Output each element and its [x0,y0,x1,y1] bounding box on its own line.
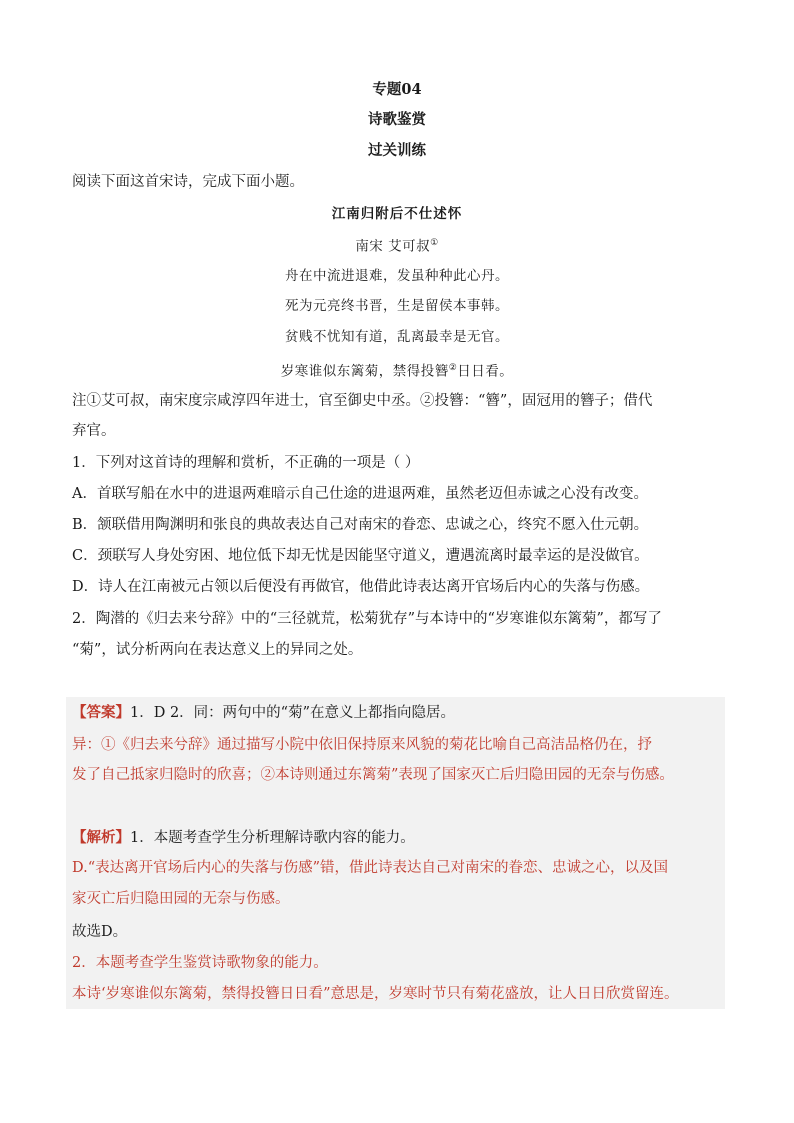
answer-label: 【答案】 [72,704,130,721]
poem-line-3: 贫贱不忧知有道，乱离最幸是无官。 [285,329,509,345]
author-note-mark: ① [430,238,439,248]
option-c: C．颈联写人身处穷困、地位低下却无忧是因能坚守道义，遭遇流离时最幸运的是没做官。 [72,548,649,564]
question-1: 1．下列对这首诗的理解和赏析，不正确的一项是（ ） [72,455,420,471]
option-d: D．诗人在江南被元占领以后便没有再做官，他借此诗表达离开官场后内心的失落与伤感。 [72,579,650,595]
analysis-line-6: 本诗‘岁寒谁似东篱菊，禁得投簪日日看”意思是，岁寒时节只有菊花盛放，让人日日欣赏留连。 [72,986,679,1002]
answer-line-1-text: 1．D 2．同：两句中的“菊”在意义上都指向隐居。 [130,705,456,721]
option-a: A．首联写船在水中的进退两难暗示自己仕途的进退两难，虽然老迈但赤诚之心没有改变。 [72,486,648,502]
answer-line-1 [72,703,722,723]
answer-line-3: 发了自己抵家归隐时的欣喜；②本诗则通过东篱菊”表现了国家灭亡后归隐田园的无奈与伤感。 [72,767,674,783]
poem-author [72,233,722,257]
poem-line-4-before: 岁寒谁似东篱菊，禁得投簪 [280,363,449,380]
topic-heading: 专题04 [372,81,422,98]
poem-line-4-mark: ② [448,363,458,373]
analysis-line-4: 故选D。 [72,924,128,940]
instruction-text: 阅读下面这首宋诗，完成下面小题。 [72,174,304,190]
notes-line-2: 弃官。 [72,423,116,439]
analysis-line-1-text: 1．本题考查学生分析理解诗歌内容的能力。 [130,830,415,846]
analysis-line-1 [72,828,722,848]
poem-line-2: 死为元亮终书晋，生是留侯本事韩。 [285,298,509,314]
answer-line-2: 异：①《归去来兮辞》通过描写小院中依旧保持原来风貌的菊花比喻自己高洁品格仍在，抒 [72,737,652,753]
poem-line-1: 舟在中流进退难，发虽种种此心丹。 [285,268,509,284]
analysis-line-3: 家灭亡后归隐田园的无奈与伤感。 [72,891,290,907]
notes-line-1: 注①艾可叔，南宋度宗咸淳四年进士，官至御史中丞。②投簪：“簪”，固冠用的簪子；借代 [72,393,653,409]
analysis-label: 【解析】 [72,829,130,846]
analysis-line-2: D.“表达离开官场后内心的失落与伤感”错，借此诗表达自己对南宋的眷恋、忠诚之心，以及国 [72,860,669,876]
poem-title: 江南归附后不仕述怀 [331,206,463,222]
analysis-line-5: 2．本题考查学生鉴赏诗歌物象的能力。 [72,955,328,971]
subject-heading: 诗歌鉴赏 [368,111,426,128]
poem-line-4-after: 日日看。 [457,363,514,380]
poem-line-4 [72,358,722,382]
question-2-line-2: “菊”，试分析两向在表达意义上的异同之处。 [72,642,363,658]
option-b: B．颔联借用陶渊明和张良的典故表达自己对南宋的眷恋、忠诚之心，终究不愿入仕元朝。 [72,517,649,533]
question-2-line-1: 2．陶潜的《归去来兮辞》中的“三径就荒，松菊犹存”与本诗中的“岁寒谁似东篱菊”，都写了 [72,611,662,627]
section-heading: 过关训练 [368,142,426,159]
poem-author-name: 南宋 艾可叔 [355,238,431,255]
